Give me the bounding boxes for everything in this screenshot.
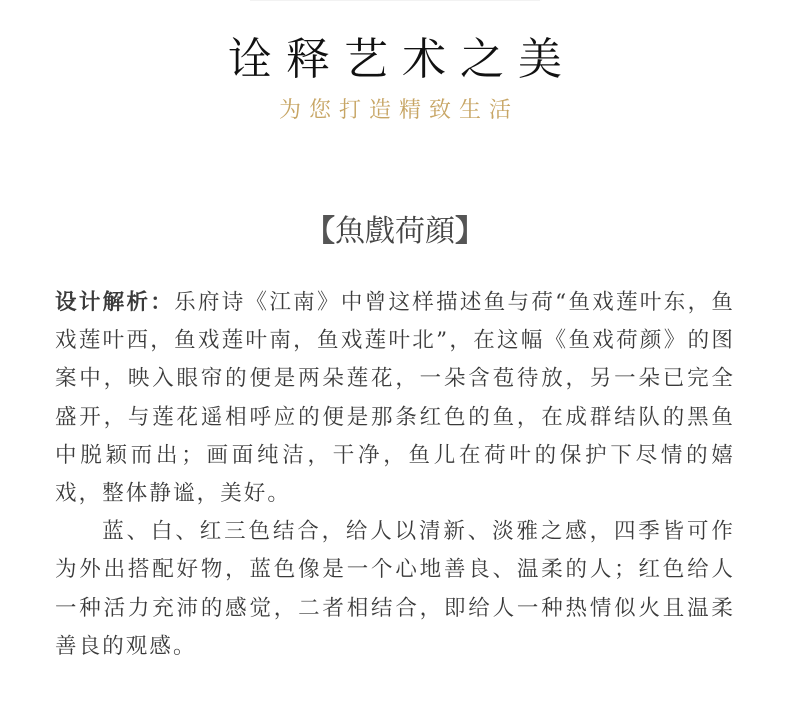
bracket-close: 】 xyxy=(455,214,485,249)
design-analysis-text: 乐府诗《江南》中曾这样描述鱼与荷“鱼戏莲叶东，鱼戏莲叶西，鱼戏莲叶南，鱼戏莲叶北”，在这幅《鱼戏荷颜》的图案中，映入眼帘的便是两朵莲花，一朵含苞待放，另一朵已完全盛开，与莲花遥相呼应的便是那条红色的鱼，在成群结队的黑鱼中脱颖而出；画面纯洁，干净，鱼儿在荷叶的保护下尽情的嬉戏，整体静谧，美好。 xyxy=(55,290,735,507)
design-analysis-label: 设计解析： xyxy=(55,290,175,315)
top-divider xyxy=(250,0,540,1)
page-header xyxy=(0,30,790,126)
bracket-open: 【 xyxy=(305,214,335,249)
design-description xyxy=(55,284,735,666)
page-subtitle: 为您打造精致生活 xyxy=(278,98,519,123)
page-title: 诠释艺术之美 xyxy=(228,34,576,85)
paragraph-design-analysis xyxy=(55,284,735,513)
paragraph-color-description: 蓝、白、红三色结合，给人以清新、淡雅之感，四季皆可作为外出搭配好物，蓝色像是一个心地善良、温柔的人；红色给人一种活力充沛的感觉，二者相结合，即给人一种热情似火且温柔善良的观感。 xyxy=(55,519,735,659)
section-title-text: 魚戲荷顔 xyxy=(335,214,455,249)
section-heading xyxy=(0,210,790,254)
